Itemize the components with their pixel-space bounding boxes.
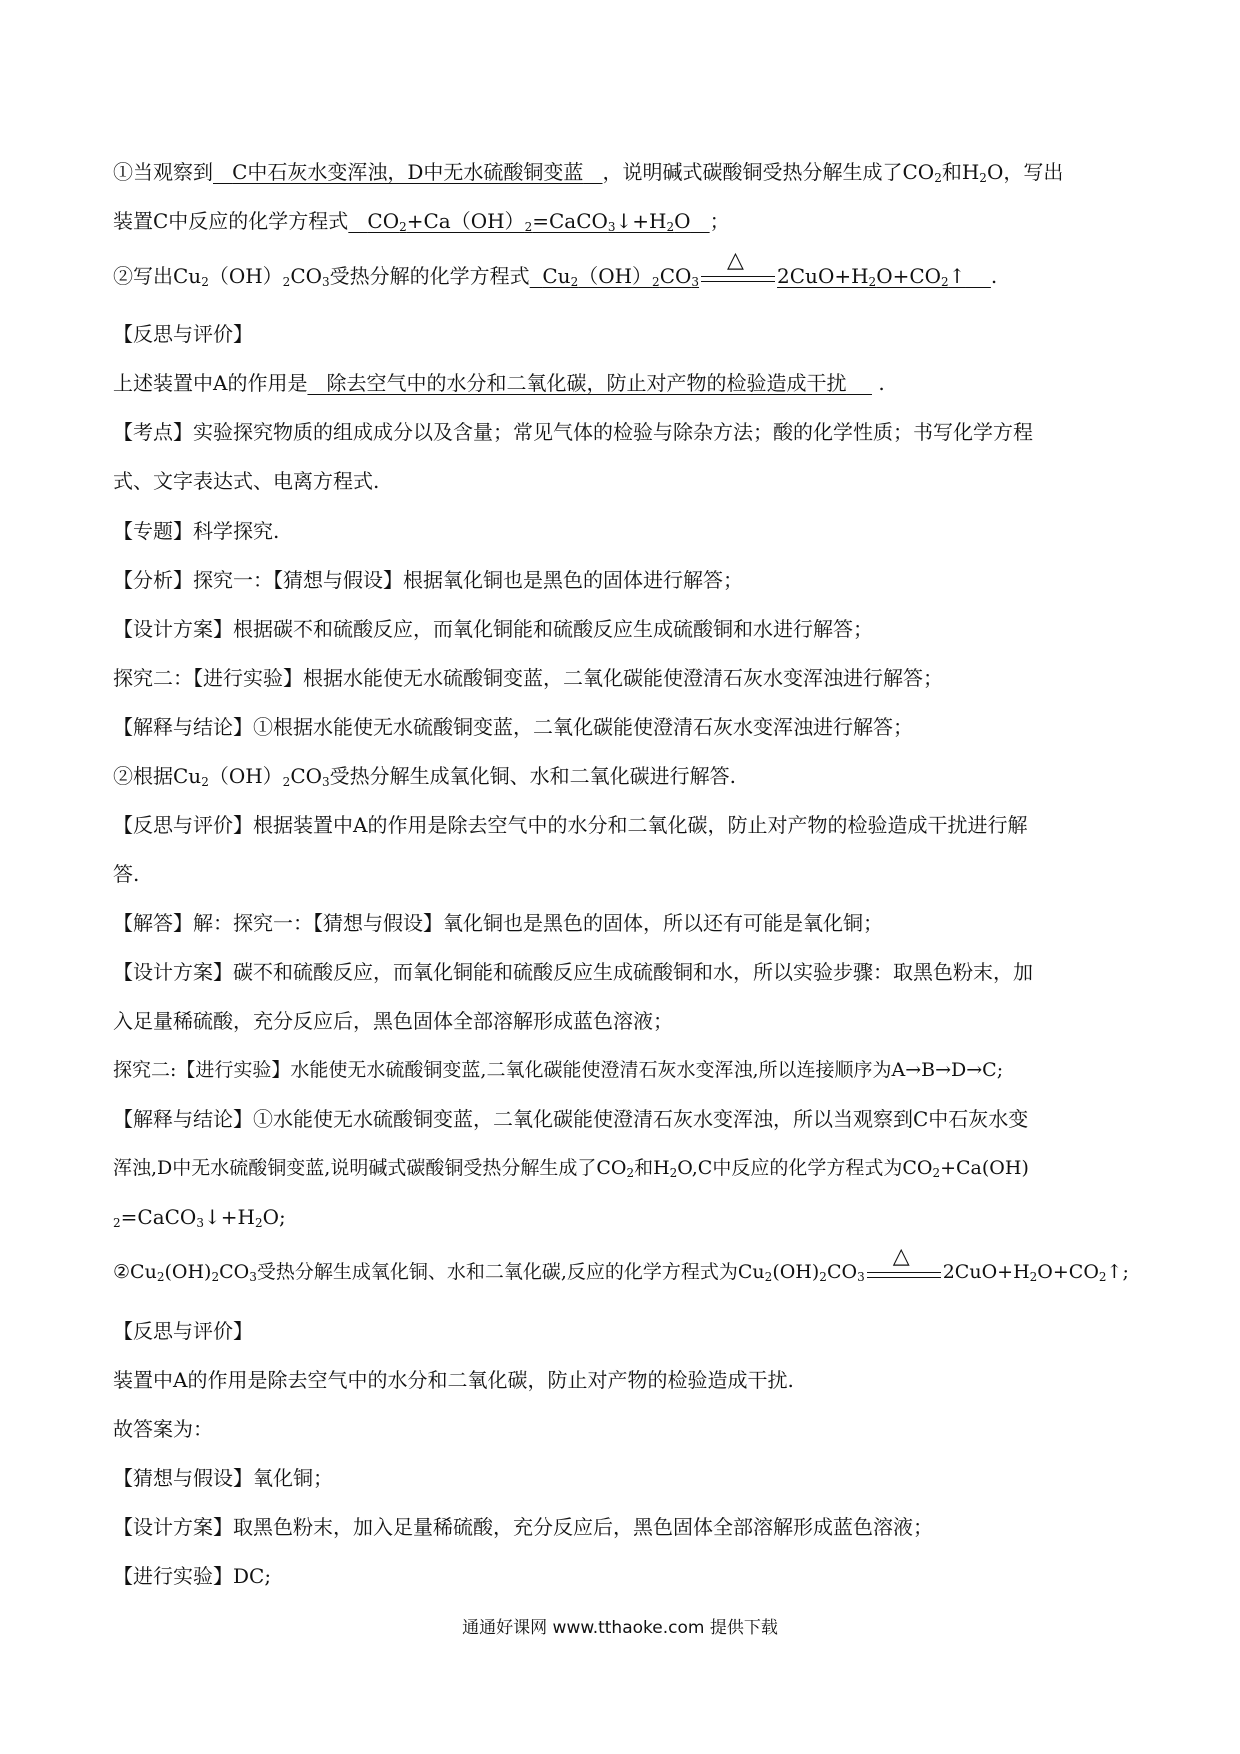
text: ，说明碱式碳酸铜受热分解生成了CO bbox=[602, 160, 935, 184]
final-answer-line-3: 【进行实验】DC; bbox=[113, 1564, 272, 1588]
final-answer-line-1: 【猜想与假设】氧化铜； bbox=[113, 1466, 333, 1490]
solution-line-3: 入足量稀硫酸，充分反应后，黑色固体全部溶解形成蓝色溶液； bbox=[113, 1009, 673, 1033]
analysis-line-2: 【设计方案】根据碳不和硫酸反应，而氧化铜能和硫酸反应生成硫酸铜和水进行解答； bbox=[113, 617, 873, 641]
kaodian-line-1: 【考点】实验探究物质的组成成分以及含量；常见气体的检验与除杂方法；酸的化学性质；书写化学方程 bbox=[113, 420, 1033, 444]
fill-blank-answer: $CO_2+Ca(OH)_2=CaCO_3↓+H_2O$ bbox=[367, 209, 691, 234]
solution-line-5: 【解释与结论】①水能使无水硫酸铜变蓝，二氧化碳能使澄清石灰水变浑浊，所以当观察到C中石灰水变 bbox=[113, 1107, 1029, 1131]
kaodian-line-2: 式、文字表达式、电离方程式. bbox=[113, 469, 380, 493]
analysis-line-1: 【分析】探究一：【猜想与假设】根据氧化铜也是黑色的固体进行解答； bbox=[113, 568, 743, 592]
page-footer: 通通好课网 www.tthaoke.com 提供下载 bbox=[462, 1618, 778, 1638]
section-heading: 【反思与评价】 bbox=[113, 322, 253, 346]
fill-blank-answer: $Cu_2(OH)_2CO_3$ △ $2CuO+H_2O+CO_2↑$ bbox=[542, 248, 966, 289]
heat-condition-sign: △ bbox=[865, 1258, 943, 1286]
solution-line-9: 装置中A的作用是除去空气中的水分和二氧化碳，防止对产物的检验造成干扰. bbox=[113, 1368, 794, 1392]
solution-line-1: 【解答】解：探究一：【猜想与假设】氧化铜也是黑色的固体，所以还有可能是氧化铜； bbox=[113, 911, 883, 935]
heat-condition-sign: △ bbox=[699, 262, 777, 290]
solution-line-8: $②Cu_2(OH)_2CO_3$受热分解生成氧化铜、水和二氧化碳,反应的化学方程式为$Cu_2(OH)_2CO_3$ △ $2CuO+H_2O+CO_2↑$; bbox=[113, 1244, 1129, 1284]
answer-line-1: ①当观察到 C中石灰水变浑浊，D中无水硫酸铜变蓝 ，说明碱式碳酸铜受热分解生成了$CO_2$和$H_2O$，写出 bbox=[113, 160, 1064, 185]
solution-line-7: $_2=CaCO_3↓+H_2O$; bbox=[113, 1205, 286, 1230]
answer-line-3: ②写出$Cu_2(OH)_2CO_3$受热分解的化学方程式 $Cu_2(OH)_2CO_3$ △ $2CuO+H_2O+CO_2↑$ . bbox=[113, 248, 998, 289]
final-answer-line-2: 【设计方案】取黑色粉末，加入足量稀硫酸，充分反应后，黑色固体全部溶解形成蓝色溶液； bbox=[113, 1515, 933, 1539]
answer-line-2: 装置C中反应的化学方程式 $CO_2+Ca(OH)_2=CaCO_3↓+H_2O$ ； bbox=[113, 209, 730, 234]
final-answer-heading: 故答案为： bbox=[113, 1417, 213, 1441]
section-heading: 【反思与评价】 bbox=[113, 1319, 253, 1343]
text: ①当观察到 bbox=[113, 160, 213, 184]
solution-line-4: 探究二:【进行实验】水能使无水硫酸铜变蓝,二氧化碳能使澄清石灰水变浑浊,所以连接顺序为A→B→D→C; bbox=[113, 1059, 1004, 1081]
solution-line-2: 【设计方案】碳不和硫酸反应，而氧化铜能和硫酸反应生成硫酸铜和水，所以实验步骤：取黑色粉末，加 bbox=[113, 960, 1033, 984]
fill-blank-answer: C中石灰水变浑浊，D中无水硫酸铜变蓝 bbox=[232, 160, 584, 184]
analysis-line-7: 答. bbox=[113, 862, 140, 886]
solution-line-6: 浑浊,D中无水硫酸铜变蓝,说明碱式碳酸铜受热分解生成了$CO_2$和$H_2O,C$中反应的化学方程式为$CO_2+Ca(OH)$ bbox=[113, 1157, 1029, 1180]
analysis-line-3: 探究二：【进行实验】根据水能使无水硫酸铜变蓝，二氧化碳能使澄清石灰水变浑浊进行解答； bbox=[113, 666, 943, 690]
text: 装置C中反应的化学方程式 bbox=[113, 209, 349, 233]
analysis-line-6: 【反思与评价】根据装置中A的作用是除去空气中的水分和二氧化碳，防止对产物的检验造成干扰进行解 bbox=[113, 813, 1028, 837]
analysis-line-5: ②根据$Cu_2(OH)_2CO_3$受热分解生成氧化铜、水和二氧化碳进行解答. bbox=[113, 764, 737, 789]
answer-line-5: 上述装置中A的作用是 除去空气中的水分和二氧化碳，防止对产物的检验造成干扰 . bbox=[113, 371, 885, 395]
fill-blank-answer: 除去空气中的水分和二氧化碳，防止对产物的检验造成干扰 bbox=[326, 371, 847, 395]
zhuanti-line: 【专题】科学探究. bbox=[113, 519, 280, 543]
analysis-line-4: 【解释与结论】①根据水能使无水硫酸铜变蓝，二氧化碳能使澄清石灰水变浑浊进行解答； bbox=[113, 715, 913, 739]
